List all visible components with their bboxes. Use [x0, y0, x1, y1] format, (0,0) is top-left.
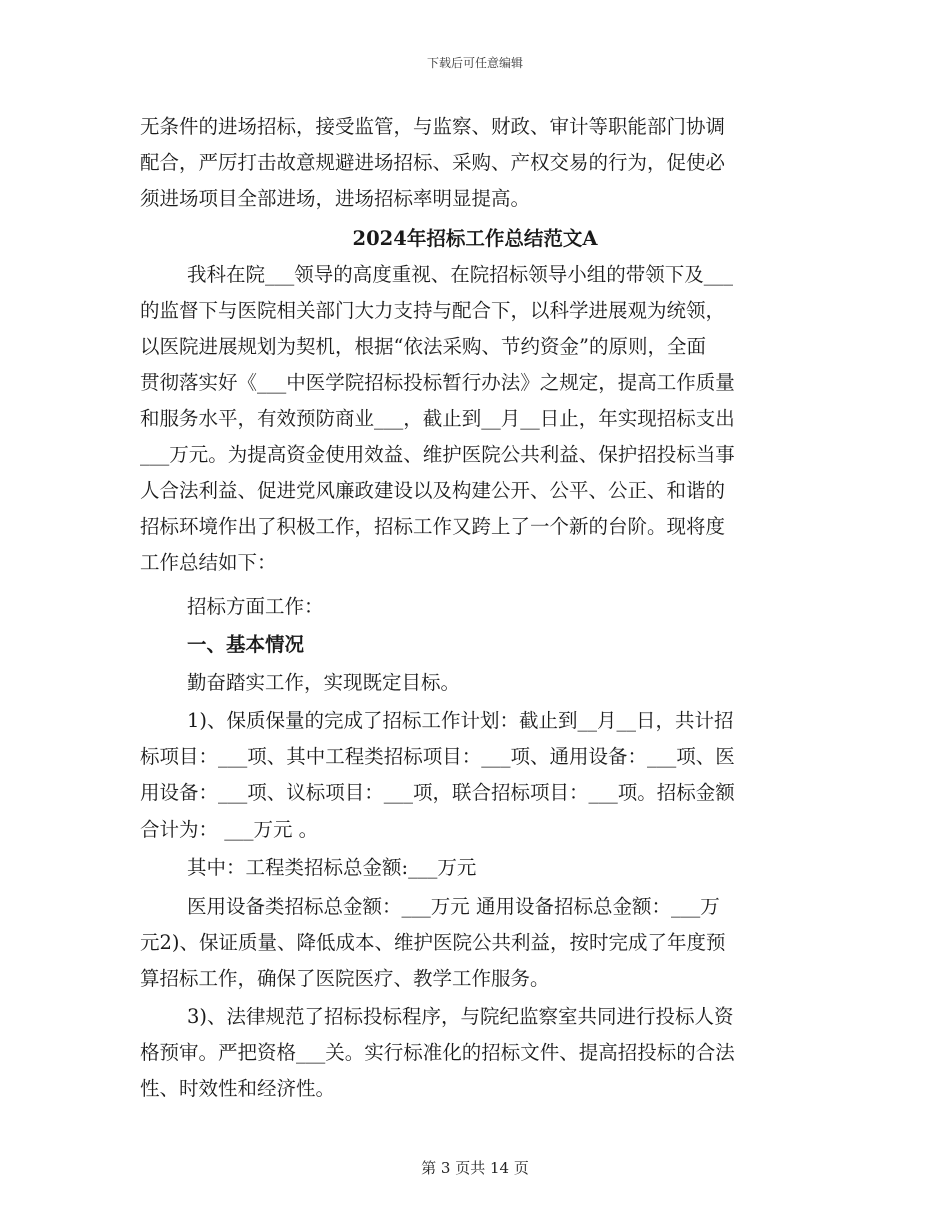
page-footer: 第 3 页共 14 页	[421, 1159, 529, 1177]
page-header-note: 下载后可任意编辑	[426, 56, 523, 70]
paragraph-line: 须进场项目全部进场，进场招标率明显提高。	[140, 187, 531, 210]
paragraph-line: 标项目：___项、其中工程类招标项目：___项、通用设备：___项、医	[140, 745, 735, 768]
paragraph-line: 勤奋踏实工作，实现既定目标。	[187, 671, 461, 694]
paragraph-line: 的监督下与医院相关部门大力支持与配合下，以科学进展观为统领，	[140, 299, 726, 322]
paragraph-line: 合计为： ___万元 。	[140, 818, 319, 841]
paragraph-line: 元2)、保证质量、降低成本、维护医院公共利益，按时完成了年度预	[140, 931, 726, 954]
paragraph-line: 人合法利益、促进党风廉政建设以及构建公开、公平、公正、和谐的	[140, 479, 726, 502]
paragraph-line: 格预审。严把资格___关。实行标准化的招标文件、提高招投标的合法	[140, 1041, 735, 1064]
paragraph-line: 性、时效性和经济性。	[140, 1077, 336, 1100]
paragraph-line: 和服务水平，有效预防商业___，截止到__月__日止，年实现招标支出	[140, 407, 735, 430]
paragraph-line: 其中：工程类招标总金额:___万元	[187, 856, 477, 879]
paragraph-line: 算招标工作，确保了医院医疗、教学工作服务。	[140, 967, 550, 990]
paragraph-line: 贯彻落实好《___中医学院招标投标暂行办法》之规定，提高工作质量	[140, 371, 735, 394]
paragraph-line: 医用设备类招标总金额：___万元 通用设备招标总金额：___万	[187, 895, 720, 918]
paragraph-line: 配合，严厉打击故意规避进场招标、采购、产权交易的行为，促使必	[140, 151, 726, 174]
paragraph-line: 工作总结如下：	[140, 551, 277, 574]
section-heading: 一、基本情况	[187, 633, 305, 656]
paragraph-line: ___万元。为提高资金使用效益、维护医院公共利益、保护招投标当事	[140, 443, 735, 466]
paragraph-line: 招标环境作出了积极工作，招标工作又跨上了一个新的台阶。现将度	[140, 515, 726, 538]
paragraph-line: 无条件的进场招标，接受监管，与监察、财政、审计等职能部门协调	[140, 115, 726, 138]
subsection-label: 招标方面工作：	[187, 595, 324, 618]
paragraph-line: 1)、保质保量的完成了招标工作计划：截止到__月__日，共计招	[187, 709, 734, 732]
paragraph-line: 3)、法律规范了招标投标程序，与院纪监察室共同进行投标人资	[187, 1005, 734, 1028]
paragraph-line: 以医院进展规划为契机，根据“依法采购、节约资金”的原则，全面	[140, 335, 706, 358]
paragraph-line: 我科在院___领导的高度重视、在院招标领导小组的带领下及___	[187, 263, 734, 286]
section-title: 2024年招标工作总结范文A	[352, 227, 598, 250]
paragraph-line: 用设备：___项、议标项目：___项，联合招标项目：___项。招标金额	[140, 781, 735, 804]
